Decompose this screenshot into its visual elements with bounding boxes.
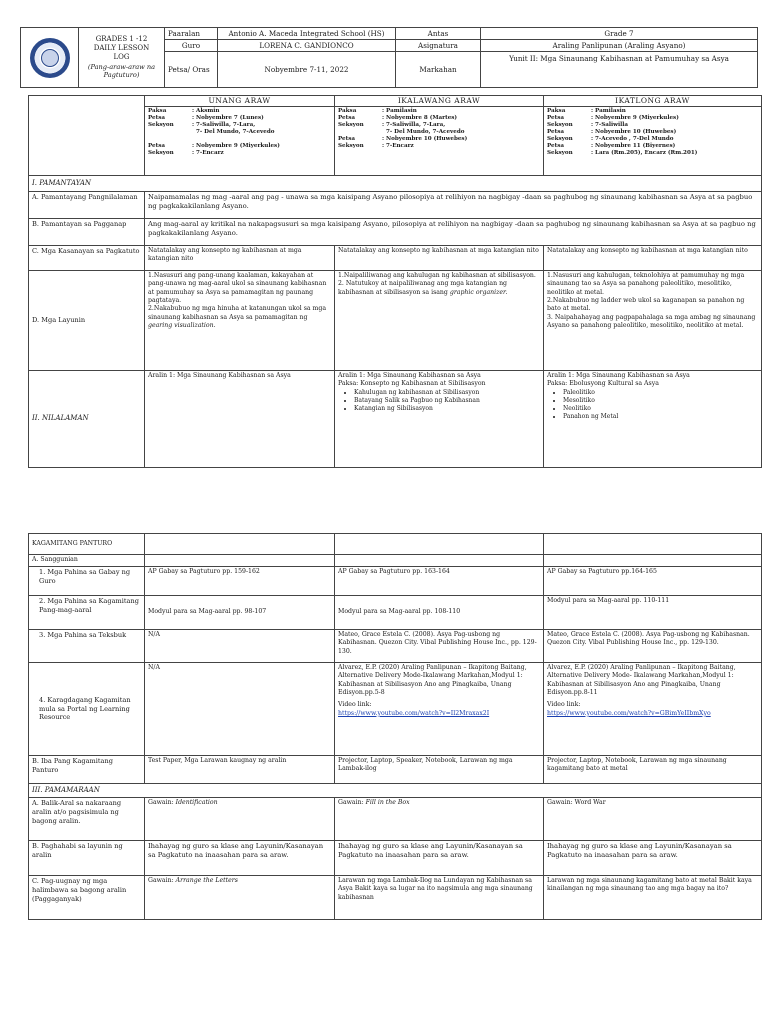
kagamitang-panturo-header: KAGAMITANG PANTURO (29, 534, 145, 555)
schedule-row (338, 143, 540, 150)
schedule-key (148, 136, 192, 143)
lesson-table-part2 (28, 533, 762, 920)
video-link[interactable]: https://www.youtube.com/watch?v=GBimYeIIbmXyo (547, 709, 711, 717)
schedule-key: Petsa (148, 143, 165, 150)
guro-label: Guro (165, 40, 218, 52)
iba-pang-kagamitan-label: B. Iba Pang Kagamitang Panturo (29, 756, 145, 784)
gabay-guro-day3: AP Gabay sa Pagtuturo pp.164-165 (544, 567, 762, 596)
asignatura-label: Asignatura (396, 40, 481, 52)
layunin-day1: 1.Nasusuri ang pang-unang kaalaman, kakayahan at pang-unawa ng mag-aaral ukol sa sinaunang kabihasnan at pamumuhay sa Asya sa pamamagitan ng paunang pagtataya. 2.Nakabubuo ng mga hinuha at katanungan ukol sa mga sinaunang kabihasnan sa Asya sa pamamagitan ng gearing visualization. (145, 271, 335, 371)
markahan-value: Yunit II: Mga Sinaunang Kabihasnan at Pamumuhay sa Asya (481, 52, 758, 88)
layunin-day3: 1.Nasusuri ang kahulugan, teknolohiya at pamumuhay ng mga sinaunang tao sa Asya sa panahong paleolitiko, mesolitiko, neolitiko at metal. 2.Nakabubuo ng ladder web ukol sa kaganapan sa panahon ng bato at metal. 3. Naipahahayag ang pagpapahalaga sa mga ambag ng sinaunang Asyano sa panahong paleolitiko, mesolitiko, neolitiko at metal. (544, 271, 762, 371)
pamantayan-sa-pagganap-label: B. Pamantayan sa Pagganap (29, 219, 145, 246)
schedule-value: : Aksmin (192, 108, 220, 115)
pag-uugnay-label: C. Pag-uugnay ng mga halimbawa sa bagong aralin (Paggaganyak) (29, 876, 145, 920)
schedule-row (338, 115, 540, 122)
schedule-key: Seksyon (547, 136, 573, 143)
schedule-value: : Nobyembre 9 (Miyerkules) (192, 143, 280, 150)
schedule-value: : 7-Saliwilla (591, 122, 628, 129)
teksbuk-label: 3. Mga Pahina sa Teksbuk (29, 630, 145, 663)
deped-logo (21, 28, 79, 88)
layunin-day2: 1.Naipaliliwanag ang kahulugan ng kabihasnan at sibilisasyon. 2. Natutukoy at naipaliliwanag ang mga katangian ng kabihasnan at sibilisasyon sa isang graphic organizer. (335, 271, 544, 371)
kasanayan-day2: Natatalakay ang konsepto ng kabihasnan at mga katangian nito (335, 246, 544, 271)
schedule-value: : Nobyembre 10 (Huwebes) (591, 129, 677, 136)
schedule-value: : Nobyembre 9 (Miyerkules) (591, 115, 679, 122)
pag-uugnay-day1: Gawain: Arrange the Letters (145, 876, 335, 920)
day1-schedule (145, 106, 334, 158)
schedule-key (148, 129, 192, 136)
pamamaraan-header: III. PAMAMARAAN (29, 784, 762, 798)
petsa-label: Petsa/ Oras (165, 52, 218, 88)
schedule-key: Petsa (338, 115, 355, 122)
schedule-value: : Nobyembre 8 (Martes) (382, 115, 458, 122)
list-item: • Batayang Salik sa Pagbuo ng Kabihasnan (354, 397, 540, 405)
schedule-key: Petsa (547, 129, 564, 136)
kagamitang-mag-aaral-day1: Modyul para sa Mag-aaral pp. 98-107 (145, 596, 335, 630)
list-item: • Kahulugan ng kabihasnan at Sibilisasyon (354, 389, 540, 397)
schedule-value: : Nobyembre 11 (Biyernes) (591, 143, 676, 150)
schedule-key: Seksyon (547, 122, 573, 129)
balik-aral-day3: Gawain: Word War (544, 798, 762, 841)
schedule-row (148, 136, 331, 143)
schedule-row (338, 129, 540, 136)
iba-pang-kagamitan-day1: Test Paper, Mga Larawan kaugnay ng aralin (145, 756, 335, 784)
teksbuk-day2: Mateo, Grace Estela C. (2008). Asya Pag-usbong ng Kabihasnan. Quezon City. Vibal Publishing House Inc., pp. 129-130. (335, 630, 544, 663)
schedule-value: : 7-Saliwilla, 7-Lara, (382, 122, 446, 129)
pamantayan-sa-pagganap-text: Ang mag-aaral ay kritikal na nakapagsusuri sa mga kaisipang Asyano, pilosopiya at relihiyon na nagbigay -daan sa paghubog ng sinaunang kabihasnan sa Asya at sa pagbuo ng pagkakakilanlang Asyano. (145, 219, 762, 246)
schedule-row (547, 129, 758, 136)
pag-uugnay-day3: Larawan ng mga sinaunang kagamitang bato at metal Bakit kaya kinailangan ng mga sinaunang tao ang mga bagay na ito? (544, 876, 762, 920)
schedule-row (148, 122, 331, 129)
nilalaman-day1: Aralin 1: Mga Sinaunang Kabihasnan sa Asya (145, 371, 335, 468)
schedule-value: : 7-Saliwilla, 7-Lara, (192, 122, 256, 129)
schedule-value: : Pamilasin (382, 108, 417, 115)
kagamitang-mag-aaral-day2: Modyul para sa Mag-aaral pp. 108-110 (335, 596, 544, 630)
list-item: • Mesolitiko (563, 397, 758, 405)
schedule-row (547, 115, 758, 122)
balik-aral-label: A. Balik-Aral sa nakaraang aralin at/o pagsisimula ng bagong aralin. (29, 798, 145, 841)
schedule-key: Seksyon (148, 122, 174, 129)
schedule-key: Paksa (148, 108, 167, 115)
antas-label: Antas (396, 28, 481, 40)
schedule-row (547, 143, 758, 150)
pamantayang-pangnilalaman-label: A. Pamantayang Pangnilalaman (29, 192, 145, 219)
kasanayan-day3: Natatalakay ang konsepto ng kabihasnan at mga katangian nito (544, 246, 762, 271)
learning-resource-label: 4. Karagdagang Kagamitan mula sa Portal ng Learning Resource (29, 663, 145, 756)
teksbuk-day1: N/A (145, 630, 335, 663)
schedule-row (148, 150, 331, 157)
petsa-value: Nobyembre 7-11, 2022 (218, 52, 396, 88)
day1-column-head (145, 96, 335, 176)
list-item: • Katangian ng Sibilisasyon (354, 405, 540, 413)
sanggunian-label: A. Sanggunian (29, 555, 145, 567)
antas-value: Grade 7 (481, 28, 758, 40)
kasanayan-day1: Natatalakay ang konsepto ng kabihasnan at mga katangian nito (145, 246, 335, 271)
kagamitang-mag-aaral-label: 2. Mga Pahina sa Kagamitang Pang-mag-aaral (29, 596, 145, 630)
nilalaman-day3: Aralin 1: Mga Sinaunang Kabihasnan sa Asya Paksa: Ebolusyong Kultural sa Asya • Paleolitiko • Mesolitiko • Neolitiko • Panahon ng Metal (544, 371, 762, 468)
video-link[interactable]: https://www.youtube.com/watch?v=Il2Mraxax2I (338, 709, 490, 717)
schedule-key (338, 129, 382, 136)
schedule-row (148, 129, 331, 136)
learning-resource-day1: N/A (145, 663, 335, 756)
schedule-row (547, 150, 758, 157)
schedule-key: Petsa (338, 136, 355, 143)
schedule-key: Petsa (547, 143, 564, 150)
teksbuk-day3: Mateo, Grace Estela C. (2008). Asya Pag-usbong ng Kabihasnan. Quezon City. Vibal Publishing House Inc., pp. 129-130. (544, 630, 762, 663)
schedule-row (547, 136, 758, 143)
pamantayan-header: I. PAMANTAYAN (29, 176, 762, 192)
empty-corner (29, 96, 145, 176)
schedule-value: : Nobyembre 10 (Huwebes) (382, 136, 468, 143)
list-item: • Neolitiko (563, 405, 758, 413)
schedule-row (338, 122, 540, 129)
iba-pang-kagamitan-day2: Projector, Laptop, Speaker, Notebook, Larawan ng mga Lambak-ilog (335, 756, 544, 784)
iba-pang-kagamitan-day3: Projector, Laptop, Notebook, Larawan ng mga sinaunang kagamitang bato at metal (544, 756, 762, 784)
schedule-key: Seksyon (148, 150, 174, 157)
schedule-value: 7- Del Mundo, 7-Acevedo (386, 129, 465, 136)
nilalaman-header: II. NILALAMAN (29, 371, 145, 468)
schedule-value: : 7-Acevedo , 7-Del Mundo (591, 136, 674, 143)
paghahabi-day2: Ihahayag ng guro sa klase ang Layunin/Kasanayan sa Pagkatuto na inaasahan para sa araw. (335, 841, 544, 876)
gabay-guro-day1: AP Gabay sa Pagtuturo pp. 159-162 (145, 567, 335, 596)
gabay-guro-label: 1. Mga Pahina sa Gabay ng Guro (29, 567, 145, 596)
schedule-row (338, 136, 540, 143)
schedule-value (192, 136, 331, 143)
schedule-value: : 7-Encarz (382, 143, 414, 150)
day2-column-head (335, 96, 544, 176)
asignatura-value: Araling Panlipunan (Araling Asyano) (481, 40, 758, 52)
layunin-label: D. Mga Layunin (29, 271, 145, 371)
schedule-key: Paksa (338, 108, 357, 115)
schedule-key: Seksyon (338, 143, 364, 150)
day1-title: UNANG ARAW (208, 96, 271, 105)
list-item: • Panahon ng Metal (563, 413, 758, 421)
schedule-value: : Lara (Rm.205), Encarz (Rm.201) (591, 150, 698, 157)
schedule-value: : 7-Encarz (192, 150, 224, 157)
schedule-key: Petsa (148, 115, 165, 122)
schedule-value: : Nobyembre 7 (Lunes) (192, 115, 264, 122)
paaralan-value: Antonio A. Maceda Integrated School (HS) (218, 28, 396, 40)
day2-schedule (335, 106, 543, 151)
nilalaman-day2: Aralin 1: Mga Sinaunang Kabihasnan sa Asya Paksa: Konsepto ng Kabihasnan at Sibilisasyon • Kahulugan ng kabihasnan at Sibilisasyon • Batayang Salik sa Pagbuo ng Kabihasnan • Katangian ng Sibilisasyon (335, 371, 544, 468)
kasanayan-label: C. Mga Kasanayan sa Pagkatuto (29, 246, 145, 271)
dll-title: GRADES 1 -12 DAILY LESSON LOG (Pang-araw-araw na Pagtuturo) (79, 28, 165, 88)
lesson-table-part1 (28, 95, 762, 468)
markahan-label: Markahan (396, 52, 481, 88)
pag-uugnay-day2: Larawan ng mga Lambak-Ilog na Lundayan ng Kabihasnan sa Asya Bakit kaya sa lugar na ito nagsimula ang mga sinaunang kabihasnan (335, 876, 544, 920)
day3-column-head (544, 96, 762, 176)
list-item: • Paleolitiko (563, 389, 758, 397)
gabay-guro-day2: AP Gabay sa Pagtuturo pp. 163-164 (335, 567, 544, 596)
day3-title: IKATLONG ARAW (615, 96, 690, 105)
schedule-value: : Pamilasin (591, 108, 626, 115)
schedule-key: Paksa (547, 108, 566, 115)
schedule-key: Petsa (547, 115, 564, 122)
day2-title: IKALAWANG ARAW (397, 96, 481, 105)
day3-schedule (544, 106, 761, 158)
balik-aral-day1: Gawain: Identification (145, 798, 335, 841)
schedule-value: 7- Del Mundo, 7-Acevedo (196, 129, 275, 136)
kagamitang-mag-aaral-day3: Modyul para sa Mag-aaral pp. 110-111 (544, 596, 762, 630)
guro-value: LORENA C. GANDIONCO (218, 40, 396, 52)
paghahabi-label: B. Paghahabi sa layunin ng aralin (29, 841, 145, 876)
schedule-key: Seksyon (547, 150, 573, 157)
schedule-row (148, 143, 331, 150)
paghahabi-day3: Ihahayag ng guro sa klase ang Layunin/Kasanayan sa Pagkatuto na inaasahan para sa araw. (544, 841, 762, 876)
learning-resource-day2: Alvarez, E.P. (2020) Araling Panlipunan – Ikapitong Baitang, Alternative Delivery Mode-Ikalawang Markahan,Modyul 1: Kabihasnan at Sibilisasyon Ano ang Pinagkaiba, Unang Edisyon.pp.5-8 Video link: https://www.youtube.com/watch?v=Il2Mraxax2I (335, 663, 544, 756)
paaralan-label: Paaralan (165, 28, 218, 40)
pamantayang-pangnilalaman-text: Naipamamalas ng mag -aaral ang pag - unawa sa mga kaisipang Asyano pilosopiya at relihiyon na nagbigay -daan sa paghubog ng sinaunang kabihasnan sa Asya at sa pagbuo ng pagkakakilanlang Asyano. (145, 192, 762, 219)
schedule-row (148, 115, 331, 122)
header-table (20, 27, 758, 88)
balik-aral-day2: Gawain: Fill in the Box (335, 798, 544, 841)
paghahabi-day1: Ihahayag ng guro sa klase ang Layunin/Kasanayan sa Pagkatuto na inaasahan para sa araw. (145, 841, 335, 876)
schedule-key: Seksyon (338, 122, 364, 129)
learning-resource-day3: Alvarez, E.P. (2020) Araling Panlipunan – Ikapitong Baitang, Alternative Delivery Mode- Ikalawang Markahan,Modyul 1: Kabihasnan at Sibilisasyon Ano ang Pinagkaiba, Unang Edisyon.pp.8-11 Video link: https://www.youtube.com/watch?v=GBimYeIIbmXyo (544, 663, 762, 756)
